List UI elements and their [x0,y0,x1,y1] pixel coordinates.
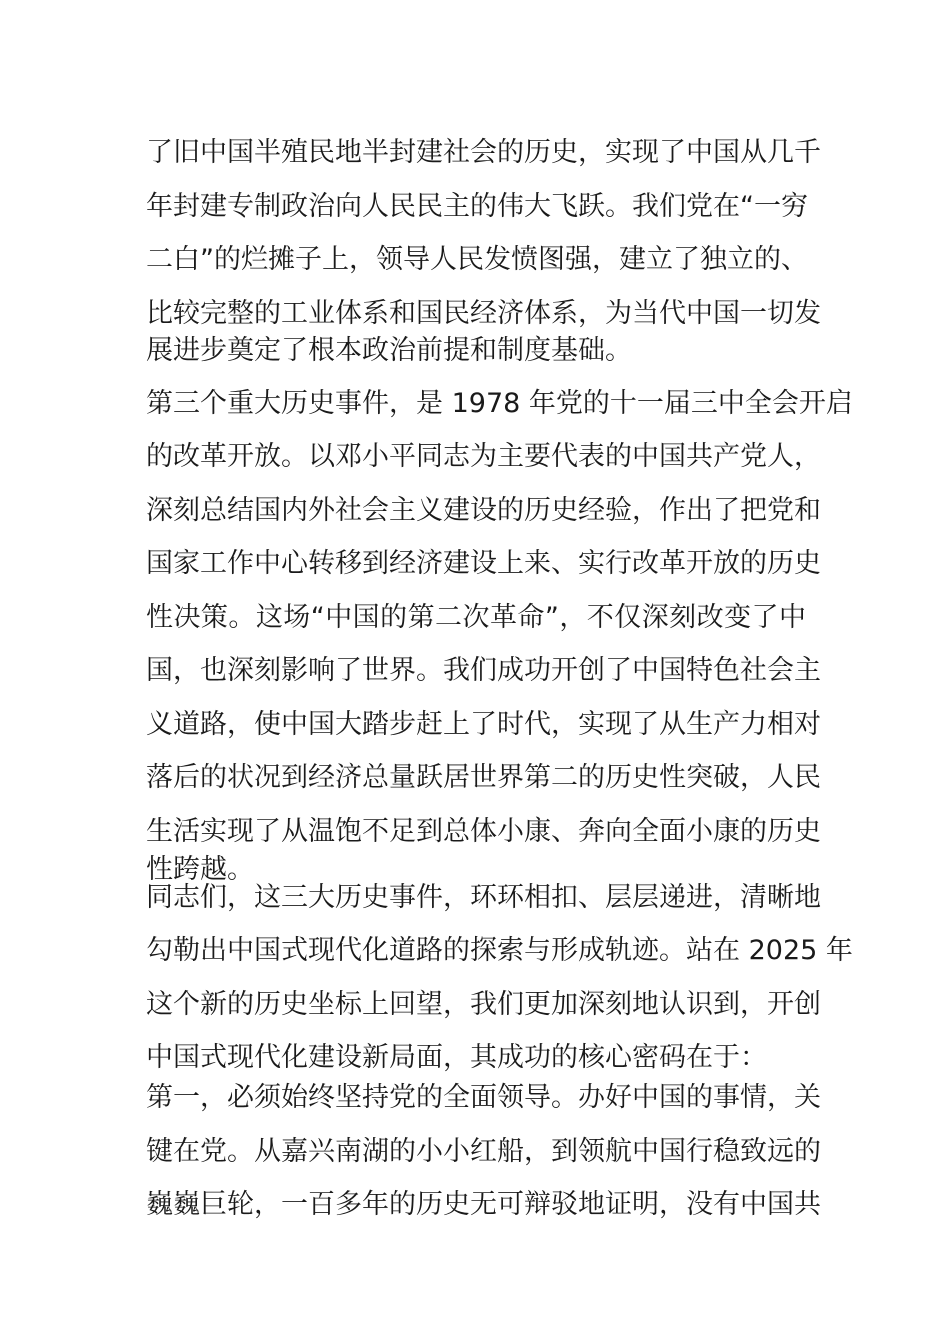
text-line: 落后的状况到经济总量跃居世界第二的历史性突破，人民 [146,762,821,793]
text-line: 这个新的历史坐标上回望，我们更加深刻地认识到，开创 [146,989,821,1020]
text-line: 巍巍巨轮，一百多年的历史无可辩驳地证明，没有中国共 [146,1189,821,1220]
text-line: 生活实现了从温饱不足到总体小康、奔向全面小康的历史 [146,816,821,847]
text-line: 年封建专制政治向人民民主的伟大飞跃。我们党在“一穷 [146,191,808,222]
text-line: 国，也深刻影响了世界。我们成功开创了中国特色社会主 [146,655,821,686]
text-line: 性决策。这场“中国的第二次革命”，不仅深刻改变了中 [146,602,806,633]
text-line: 比较完整的工业体系和国民经济体系，为当代中国一切发 [146,298,821,329]
text-line: 同志们，这三大历史事件，环环相扣、层层递进，清晰地 [146,882,821,913]
text-line: 第一，必须始终坚持党的全面领导。办好中国的事情，关 [146,1082,821,1113]
text-line: 展进步奠定了根本政治前提和制度基础。 [146,335,632,366]
text-line: 国家工作中心转移到经济建设上来、实行改革开放的历史 [146,548,821,579]
text-line: 义道路，使中国大踏步赶上了时代，实现了从生产力相对 [146,709,821,740]
text-line: 的改革开放。以邓小平同志为主要代表的中国共产党人， [146,441,821,472]
text-line: 深刻总结国内外社会主义建设的历史经验，作出了把党和 [146,495,821,526]
text-line: 键在党。从嘉兴南湖的小小红船，到领航中国行稳致远的 [146,1136,821,1167]
text-line: 了旧中国半殖民地半封建社会的历史，实现了中国从几千 [146,137,821,168]
text-line: 性跨越。 [146,854,254,885]
text-line: 第三个重大历史事件，是 1978 年党的十一届三中全会开启 [146,388,853,419]
text-line: 二白”的烂摊子上，领导人民发愤图强，建立了独立的、 [146,244,808,275]
text-line: 中国式现代化建设新局面，其成功的核心密码在于： [146,1042,767,1073]
text-line: 勾勒出中国式现代化道路的探索与形成轨迹。站在 2025 年 [146,935,853,966]
